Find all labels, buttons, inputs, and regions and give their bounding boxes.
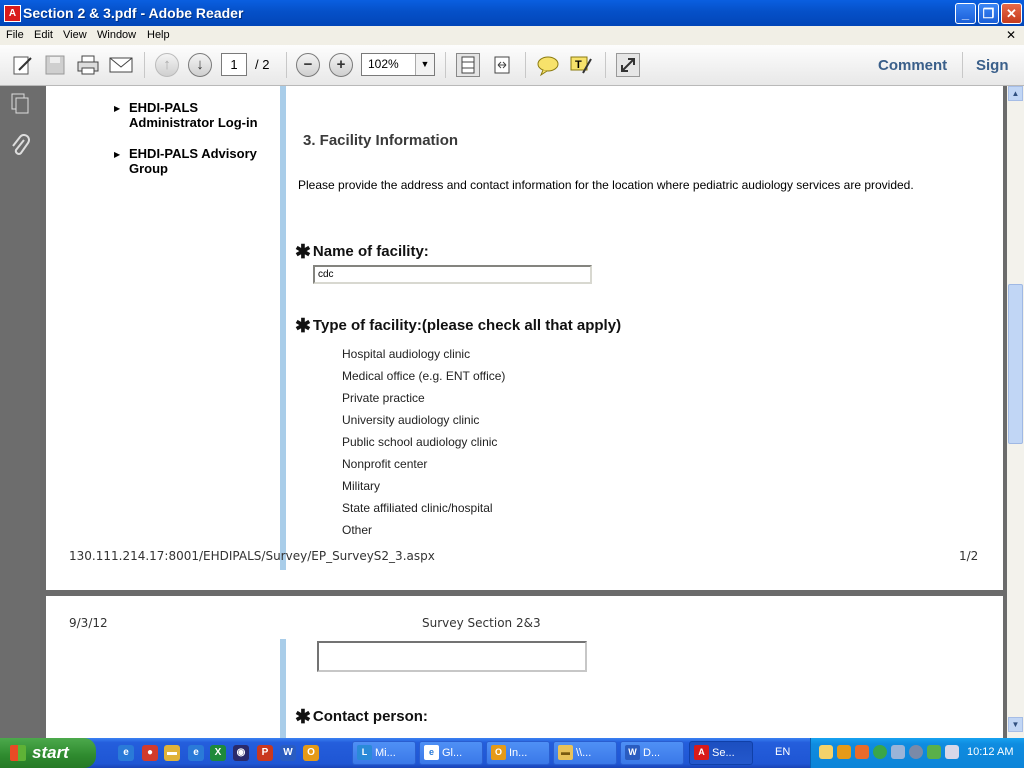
facility-option[interactable]: University audiology clinic [342,413,480,427]
attachments-icon[interactable] [10,134,30,156]
window-title: Section 2 & 3.pdf - Adobe Reader [23,5,244,21]
menu-help[interactable]: Help [147,29,170,41]
page-total: / 2 [255,57,270,72]
toolbar-separator [286,52,287,78]
update-tray-icon[interactable] [927,745,941,759]
taskbar [0,738,1024,768]
zoom-in-icon[interactable]: + [329,53,353,77]
minimize-button[interactable]: _ [955,3,976,24]
navigation-pane [0,86,40,738]
name-label-text: Name of facility: [312,243,429,260]
print-icon[interactable] [76,53,100,77]
task-label: Gl... [442,747,463,759]
full-screen-icon[interactable] [616,53,640,77]
facility-option[interactable]: State affiliated clinic/hospital [342,501,493,515]
bullet-arrow-icon: ▶ [114,150,121,159]
facility-option[interactable]: Hospital audiology clinic [342,347,471,361]
fit-width-icon[interactable] [490,53,514,77]
address-textarea[interactable] [317,641,587,672]
mail-tray-icon[interactable] [819,745,833,759]
bullet-arrow-icon: ▶ [114,104,121,113]
close-button[interactable]: ✕ [1001,3,1022,24]
task-label: D... [643,747,661,759]
taskbar-task-active[interactable] [689,741,753,765]
header-title: Survey Section 2&3 [422,616,541,630]
toolbar-separator [605,52,606,78]
quicklaunch-ie-icon[interactable]: e [118,745,134,761]
facility-name-input[interactable]: cdc [313,265,592,284]
toolbar-separator [962,52,963,78]
name-of-facility-label [295,241,429,264]
windows-logo-icon [10,745,26,761]
header-date: 9/3/12 [69,616,108,630]
previous-page-icon[interactable]: ↑ [155,53,179,77]
document-area [40,86,1007,738]
fit-page-icon[interactable] [456,53,480,77]
sticky-note-icon[interactable] [536,53,560,77]
footer-url: 130.111.214.17:8001/EHDIPALS/Survey/EP_SurveyS2_3.aspx [69,549,435,563]
taskbar-task[interactable] [352,741,416,765]
folder-icon: ▬ [558,745,573,760]
pages-panel-icon[interactable] [10,92,30,114]
taskbar-task[interactable] [486,741,550,765]
menu-edit[interactable]: Edit [34,29,53,41]
quicklaunch-media-icon[interactable]: ◉ [233,745,249,761]
chevron-down-icon[interactable]: ▼ [415,54,434,75]
footer-page-number: 1/2 [959,549,979,563]
menu-view[interactable]: View [63,29,87,41]
zoom-out-icon[interactable]: − [296,53,320,77]
contact-person-label [295,706,428,729]
facility-option[interactable]: Other [342,523,373,537]
quicklaunch-app-icon[interactable]: ● [142,745,158,761]
scroll-up-icon[interactable]: ▲ [1008,86,1023,101]
volume-tray-icon[interactable] [945,745,959,759]
lync-icon: L [357,745,372,760]
security-tray-icon[interactable] [891,745,905,759]
contact-label-text: Contact person: [312,708,428,725]
type-label-text: Type of facility:(please check all that apply) [312,317,622,334]
facility-option[interactable]: Medical office (e.g. ENT office) [342,369,506,383]
clock[interactable]: 10:12 AM [967,746,1014,758]
taskbar-task[interactable] [553,741,617,765]
scroll-down-icon[interactable]: ▼ [1008,717,1023,732]
facility-option[interactable]: Military [342,479,380,493]
zoom-value: 102% [368,57,399,71]
outlook-tray-icon[interactable] [837,745,851,759]
page-divider-line [280,639,286,738]
network-tray-icon[interactable] [873,745,887,759]
sign-button[interactable]: Sign [976,57,1009,74]
restore-button[interactable]: ❐ [978,3,999,24]
adobe-reader-icon: A [4,5,21,22]
document-close-icon[interactable]: ✕ [1005,28,1016,42]
quicklaunch-outlook-icon[interactable]: O [303,745,319,761]
next-page-icon[interactable]: ↓ [188,53,212,77]
quicklaunch-browser-icon[interactable]: e [188,745,204,761]
task-label: Mi... [375,747,396,759]
nav-link-advisory-group[interactable]: EHDI-PALS Advisory Group [129,146,257,176]
facility-option[interactable]: Public school audiology clinic [342,435,498,449]
type-of-facility-label [295,315,621,338]
menu-window[interactable]: Window [97,29,137,41]
quicklaunch-word-icon[interactable]: W [280,745,296,761]
save-icon[interactable] [43,53,67,77]
required-asterisk-icon: ✱ [295,707,311,728]
scrollbar-thumb[interactable] [1008,284,1023,444]
menu-file[interactable]: File [6,29,24,41]
task-label: In... [509,747,528,759]
nav-link-admin-login[interactable]: EHDI-PALS Administrator Log-in [129,100,258,130]
vertical-scrollbar[interactable] [1007,86,1024,738]
taskbar-task[interactable] [419,741,483,765]
ie-icon: e [424,745,439,760]
quicklaunch-powerpoint-icon[interactable]: P [257,745,273,761]
toolbar-separator [144,52,145,78]
required-asterisk-icon: ✱ [295,316,311,337]
task-label: \\... [576,747,592,759]
quicklaunch-excel-icon[interactable]: X [210,745,226,761]
pdf-page-2 [46,596,1003,738]
toolbar-separator [445,52,446,78]
taskbar-task[interactable] [620,741,684,765]
page-divider-line [280,86,286,570]
start-label: start [32,743,69,762]
highlight-text-icon[interactable] [569,53,593,77]
toolbar-separator [525,52,526,78]
outlook-icon: O [491,745,506,760]
required-asterisk-icon: ✱ [295,242,311,263]
zoom-select[interactable] [361,53,435,76]
section-title: 3. Facility Information [303,132,459,149]
menu-bar [0,26,1024,45]
sync-tray-icon[interactable] [909,745,923,759]
task-label: Se... [712,747,735,759]
adobe-reader-icon: A [694,745,709,760]
start-button[interactable] [0,738,96,768]
title-bar [0,0,1024,26]
instructions-text: Please provide the address and contact information for the location where pediatric audiology services are provided. [298,178,914,192]
quicklaunch-folder-icon[interactable]: ▬ [164,745,180,761]
comment-button[interactable]: Comment [878,57,948,74]
email-icon[interactable] [109,53,133,77]
app-tray-icon[interactable] [855,745,869,759]
word-icon: W [625,745,640,760]
toolbar [0,45,1024,86]
page-number-input[interactable]: 1 [221,53,247,76]
edit-document-icon[interactable] [11,53,35,77]
pdf-page-1 [46,86,1003,590]
svg-text:T: T [575,59,582,71]
language-indicator[interactable]: EN [775,746,791,758]
facility-option[interactable]: Nonprofit center [342,457,428,471]
facility-option[interactable]: Private practice [342,391,425,405]
